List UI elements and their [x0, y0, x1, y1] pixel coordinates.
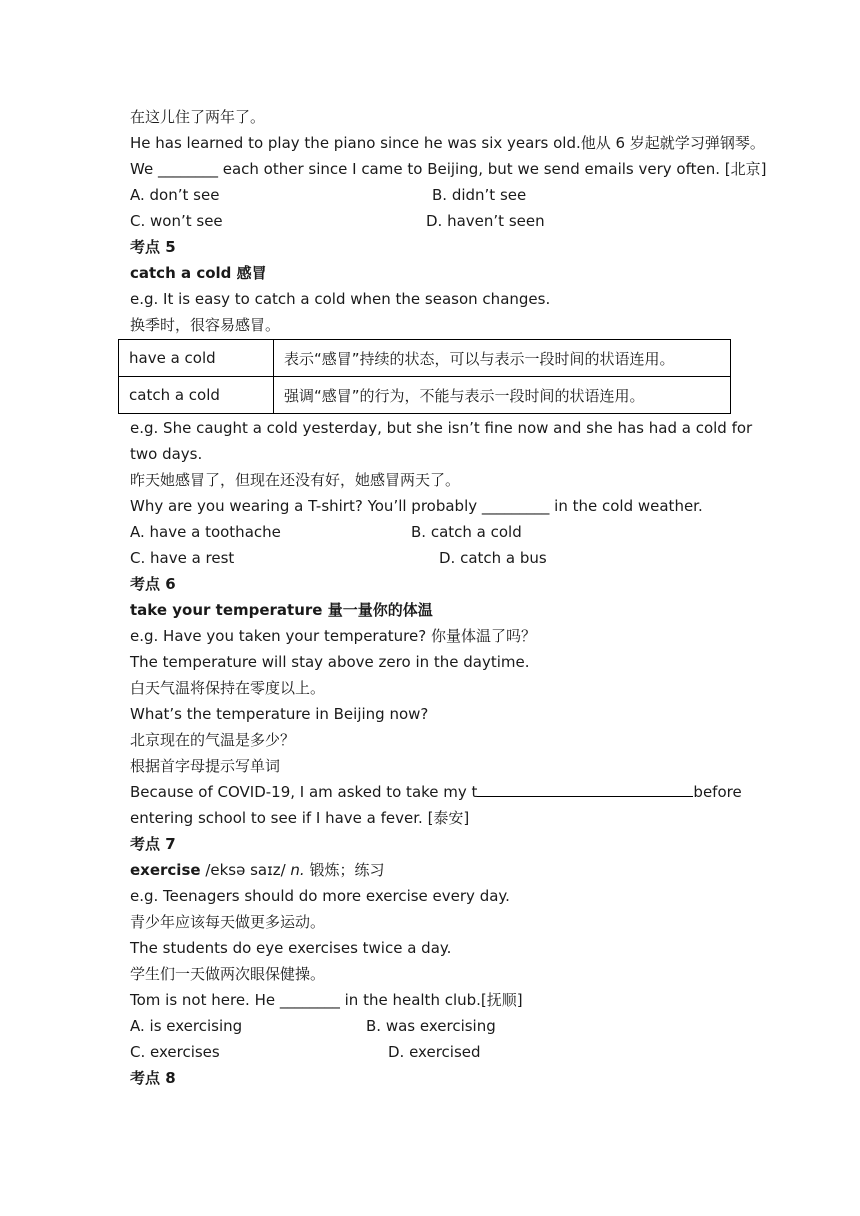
option-a: A. have a toothache [130, 523, 281, 541]
section-title: 考点 5 [130, 238, 176, 256]
section-title: 考点 8 [130, 1069, 176, 1087]
table-cell-term: catch a cold [119, 377, 274, 414]
option-b: B. was exercising [366, 1017, 496, 1035]
option-row [130, 208, 733, 234]
option-d: D. catch a bus [439, 549, 547, 567]
example-sentence: e.g. She caught a cold yesterday, but she isn’t fine now and she has had a cold for [130, 419, 753, 437]
table-cell-desc: 强调“感冒”的行为，不能与表示一段时间的状语连用。 [274, 377, 731, 414]
example-sentence: The temperature will stay above zero in the daytime. [130, 653, 530, 671]
option-c: C. exercises [130, 1043, 220, 1061]
option-a: A. don’t see [130, 186, 220, 204]
question-stem-cont: entering school to see if I have a fever. [泰安] [130, 809, 470, 827]
translation: 学生们一天做两次眼保健操。 [130, 965, 326, 983]
option-c: C. have a rest [130, 549, 235, 567]
table-cell-desc: 表示“感冒”持续的状态，可以与表示一段时间的状语连用。 [274, 340, 731, 377]
meaning: 锻炼；练习 [304, 861, 385, 879]
option-row [130, 1039, 733, 1065]
translation: 昨天她感冒了，但现在还没有好，她感冒两天了。 [130, 471, 461, 489]
option-c: C. won’t see [130, 212, 223, 230]
document-page [129, 104, 767, 1091]
translation: 换季时，很容易感冒。 [130, 316, 281, 334]
translation: 白天气温将保持在零度以上。 [130, 679, 326, 697]
question-stem: Tom is not here. He ________ in the health club.[抚顺] [130, 991, 523, 1009]
text-line: He has learned to play the piano since he was six years old.他从 6 岁起就学习弹钢琴。 [130, 134, 765, 152]
translation: 青少年应该每天做更多运动。 [130, 913, 326, 931]
task-instruction: 根据首字母提示写单词 [130, 757, 281, 775]
example-sentence: e.g. It is easy to catch a cold when the season changes. [130, 290, 551, 308]
option-b: B. didn’t see [432, 186, 527, 204]
example-sentence: What’s the temperature in Beijing now? [130, 705, 429, 723]
section-heading: take your temperature 量一量你的体温 [130, 601, 433, 619]
table-cell-term: have a cold [119, 340, 274, 377]
question-text-end: before [693, 783, 742, 801]
section-title: 考点 6 [130, 575, 176, 593]
translation: 北京现在的气温是多少？ [130, 731, 296, 749]
option-row [130, 519, 733, 545]
section-heading [130, 857, 733, 883]
question-text-start: Because of COVID-19, I am asked to take my t [130, 783, 478, 801]
option-row [130, 1013, 733, 1039]
option-a: A. is exercising [130, 1017, 243, 1035]
vocab-word: exercise [130, 861, 201, 879]
answer-blank[interactable] [477, 779, 693, 797]
table-row [119, 377, 731, 414]
option-row [130, 545, 733, 571]
question-stem: Why are you wearing a T-shirt? You’ll probably _________ in the cold weather. [130, 497, 703, 515]
option-d: D. haven’t seen [426, 212, 545, 230]
table-row [119, 340, 731, 377]
example-sentence: The students do eye exercises twice a day. [130, 939, 452, 957]
example-sentence: e.g. Teenagers should do more exercise every day. [130, 887, 510, 905]
option-b: B. catch a cold [411, 523, 522, 541]
option-row [130, 182, 733, 208]
section-title: 考点 7 [130, 835, 176, 853]
option-d: D. exercised [388, 1043, 481, 1061]
text-line: 在这儿住了两年了。 [130, 108, 266, 126]
question-stem: We ________ each other since I came to Beijing, but we send emails very often. [北京] [130, 160, 767, 178]
section-heading: catch a cold 感冒 [130, 264, 267, 282]
example-sentence-cont: two days. [130, 445, 203, 463]
example-sentence: e.g. Have you taken your temperature? 你量体温了吗？ [130, 627, 536, 645]
question-text [130, 779, 693, 805]
question-stem [130, 779, 742, 805]
comparison-table [118, 339, 731, 414]
part-of-speech: n. [290, 861, 305, 879]
phonetic: /eksə saɪz/ [200, 861, 291, 879]
